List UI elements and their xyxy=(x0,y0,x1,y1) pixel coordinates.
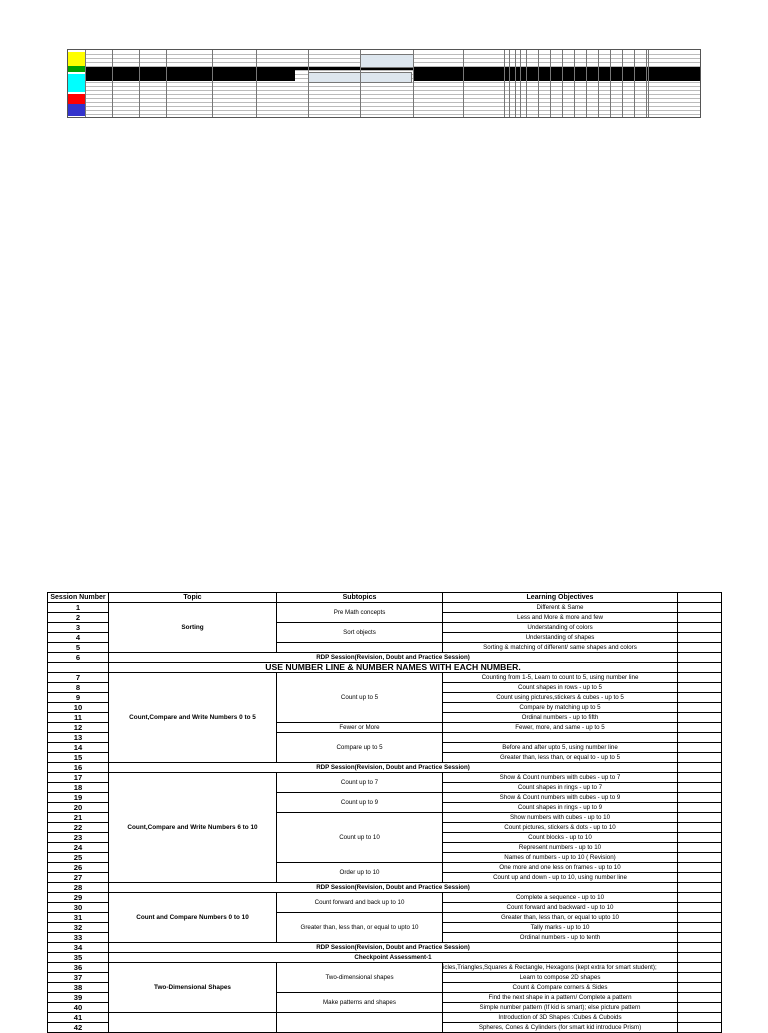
objective-cell: Ordinal numbers - up to fifth xyxy=(443,713,678,723)
blank-cell xyxy=(678,873,722,883)
rdp-session-cell: RDP Session(Revision, Doubt and Practice Session) xyxy=(109,653,678,663)
blank-cell xyxy=(678,603,722,613)
blank-cell xyxy=(678,1003,722,1013)
objective-cell: Counting from 1-5, Learn to count to 5, using number line xyxy=(443,673,678,683)
session-number: 25 xyxy=(48,853,109,863)
blank-cell xyxy=(678,1023,722,1033)
objective-cell: Different & Same xyxy=(443,603,678,613)
session-number: 28 xyxy=(48,883,109,893)
session-number: 6 xyxy=(48,653,109,663)
thumbnail-column-line xyxy=(622,50,623,117)
session-number: 8 xyxy=(48,683,109,693)
session-number: 23 xyxy=(48,833,109,843)
topic-cell: Count,Compare and Write Numbers 6 to 10 xyxy=(109,773,277,883)
session-number: 42 xyxy=(48,1023,109,1033)
objective-cell: Ordinal numbers - up to tenth xyxy=(443,933,678,943)
table-row xyxy=(48,773,722,783)
blank-cell xyxy=(678,783,722,793)
thumbnail-row-line xyxy=(85,114,700,115)
blank-cell xyxy=(678,683,722,693)
subtopic-cell: Count up to 9 xyxy=(277,793,443,813)
blank-cell xyxy=(678,993,722,1003)
topic-cell xyxy=(109,1013,277,1033)
objective-cell: Show & Count numbers with cubes - up to 9 xyxy=(443,793,678,803)
blank-cell xyxy=(678,653,722,663)
blank-cell xyxy=(678,623,722,633)
blank-cell xyxy=(678,863,722,873)
blank-cell xyxy=(678,913,722,923)
blank-cell xyxy=(678,723,722,733)
objective-cell: Find the next shape in a pattern/ Complete a pattern xyxy=(443,993,678,1003)
objective-cell: Sorting & matching of different/ same shapes and colors xyxy=(443,643,678,653)
blank-cell xyxy=(678,733,722,743)
table-row xyxy=(48,653,722,663)
thumbnail-column-line xyxy=(646,50,647,117)
thumbnail-column-line xyxy=(308,50,309,117)
table-row xyxy=(48,883,722,893)
objective-cell: Show numbers with cubes - up to 10 xyxy=(443,813,678,823)
session-number: 21 xyxy=(48,813,109,823)
session-number: 18 xyxy=(48,783,109,793)
blank-cell xyxy=(678,1013,722,1023)
banner-row xyxy=(48,663,722,673)
thumbnail-dark-band xyxy=(413,70,700,81)
objective-cell: Understanding of colors xyxy=(443,623,678,633)
session-number: 11 xyxy=(48,713,109,723)
blank-cell xyxy=(678,793,722,803)
objective-cell: Compare by matching up to 5 xyxy=(443,703,678,713)
subtopic-cell: Count up to 7 xyxy=(277,773,443,793)
session-number: 32 xyxy=(48,923,109,933)
subtopic-cell: Pre Math concepts xyxy=(277,603,443,623)
subtopic-cell: Make patterns and shapes xyxy=(277,993,443,1013)
objective-cell xyxy=(443,733,678,743)
objective-cell: Before and after upto 5, using number line xyxy=(443,743,678,753)
thumbnail-color-strip xyxy=(68,104,85,116)
subtopic-cell: Count up to 5 xyxy=(277,673,443,723)
objective-cell: Count shapes in rings - up to 9 xyxy=(443,803,678,813)
blank-cell xyxy=(678,663,722,673)
session-number: 7 xyxy=(48,673,109,683)
thumbnail-row-line xyxy=(85,102,700,103)
thumbnail-color-strip xyxy=(68,94,85,104)
blank-cell xyxy=(678,703,722,713)
thumbnail-column-line xyxy=(166,50,167,117)
session-number: 26 xyxy=(48,863,109,873)
thumbnail-column-line xyxy=(586,50,587,117)
blank-cell xyxy=(678,713,722,723)
session-number: 24 xyxy=(48,843,109,853)
session-number: 9 xyxy=(48,693,109,703)
session-number: 30 xyxy=(48,903,109,913)
session-number: 29 xyxy=(48,893,109,903)
topic-cell: Sorting xyxy=(109,603,277,653)
objective-cell: Tally marks - up to 10 xyxy=(443,923,678,933)
session-number: 40 xyxy=(48,1003,109,1013)
thumbnail-column-line xyxy=(504,50,505,117)
objective-cell: Count shapes in rings - up to 7 xyxy=(443,783,678,793)
table-row xyxy=(48,673,722,683)
rdp-session-cell: RDP Session(Revision, Doubt and Practice Session) xyxy=(109,763,678,773)
thumbnail-row-line xyxy=(85,94,700,95)
objective-cell: Names of numbers - up to 10 ( Revision) xyxy=(443,853,678,863)
topic-cell: Two-Dimensional Shapes xyxy=(109,963,277,1013)
table-row xyxy=(48,963,722,973)
thumbnail-column-line xyxy=(85,50,86,117)
session-number: 13 xyxy=(48,733,109,743)
thumbnail-column-line xyxy=(538,50,539,117)
blank-cell xyxy=(678,833,722,843)
thumbnail-dark-band xyxy=(85,70,295,81)
session-number: 5 xyxy=(48,643,109,653)
session-number: 14 xyxy=(48,743,109,753)
number-line-banner: USE NUMBER LINE & NUMBER NAMES WITH EACH NUMBER. xyxy=(109,663,678,673)
session-number: 20 xyxy=(48,803,109,813)
blank-cell xyxy=(678,903,722,913)
objective-cell: Count up and down - up to 10, using number line xyxy=(443,873,678,883)
blank-cell xyxy=(678,823,722,833)
table-row xyxy=(48,763,722,773)
blank-cell xyxy=(678,883,722,893)
table-header-row xyxy=(48,593,722,603)
session-plan-table xyxy=(47,592,722,1033)
objective-cell: Introduction of 3D Shapes :Cubes & Cuboids xyxy=(443,1013,678,1023)
blank-cell xyxy=(678,773,722,783)
subtopic-cell xyxy=(277,1013,443,1033)
table-row xyxy=(48,953,722,963)
thumbnail-column-line xyxy=(648,50,649,117)
subtopic-cell: Order up to 10 xyxy=(277,863,443,883)
thumbnail-column-line xyxy=(139,50,140,117)
objective-cell: Simple number pattern (If kid is smart); else picture pattern xyxy=(443,1003,678,1013)
thumbnail-row-line xyxy=(85,106,700,107)
thumbnail-row-line xyxy=(85,98,700,99)
rdp-session-cell: RDP Session(Revision, Doubt and Practice Session) xyxy=(109,883,678,893)
blank-cell xyxy=(48,663,109,673)
thumbnail-column-line xyxy=(413,50,414,117)
objective-cell: Count shapes in rows - up to 5 xyxy=(443,683,678,693)
session-number: 41 xyxy=(48,1013,109,1023)
blank-cell xyxy=(678,973,722,983)
subtopic-cell: Greater than, less than, or equal to upto 10 xyxy=(277,913,443,943)
session-number: 19 xyxy=(48,793,109,803)
objective-cell: Learn to compose 2D shapes xyxy=(443,973,678,983)
blank-cell xyxy=(678,933,722,943)
blank-cell xyxy=(678,953,722,963)
objective-cell: Count & Compare corners & Sides xyxy=(443,983,678,993)
session-number: 16 xyxy=(48,763,109,773)
thumbnail-row-line xyxy=(85,110,700,111)
objective-cell: Understanding of shapes xyxy=(443,633,678,643)
session-number: 1 xyxy=(48,603,109,613)
subtopic-cell: Sort objects xyxy=(277,623,443,643)
objective-cell: icles,Triangles,Squares & Rectangle, Hexagons (kept extra for smart student); xyxy=(443,963,678,973)
blank-cell xyxy=(678,753,722,763)
blank-cell xyxy=(678,923,722,933)
blank-cell xyxy=(678,893,722,903)
session-number: 4 xyxy=(48,633,109,643)
blank-cell xyxy=(678,983,722,993)
thumbnail-column-line xyxy=(515,50,516,117)
thumbnail-row-line xyxy=(85,90,700,91)
blank-cell xyxy=(678,803,722,813)
objective-cell: Show & Count numbers with cubes - up to 7 xyxy=(443,773,678,783)
table-row xyxy=(48,603,722,613)
header-blank xyxy=(678,593,722,603)
blank-cell xyxy=(678,613,722,623)
objective-cell: Fewer, more, and same - up to 5 xyxy=(443,723,678,733)
thumbnail-column-line xyxy=(526,50,527,117)
session-number: 38 xyxy=(48,983,109,993)
blank-cell xyxy=(678,743,722,753)
session-number: 31 xyxy=(48,913,109,923)
table-row xyxy=(48,943,722,953)
session-number: 27 xyxy=(48,873,109,883)
thumbnail-highlight-box xyxy=(360,54,414,68)
header-learning-objectives: Learning Objectives xyxy=(443,593,678,603)
session-number: 36 xyxy=(48,963,109,973)
thumbnail-column-line xyxy=(520,50,521,117)
subtopic-cell: Compare up to 5 xyxy=(277,733,443,763)
thumbnail-column-line xyxy=(550,50,551,117)
thumbnail-color-strip xyxy=(68,74,85,92)
objective-cell: Represent numbers - up to 10 xyxy=(443,843,678,853)
session-number: 3 xyxy=(48,623,109,633)
session-number: 22 xyxy=(48,823,109,833)
blank-cell xyxy=(678,643,722,653)
blank-cell xyxy=(678,963,722,973)
thumbnail-row-line xyxy=(85,86,700,87)
session-number: 15 xyxy=(48,753,109,763)
blank-cell xyxy=(678,813,722,823)
objective-cell: Greater than, less than, or equal to upto 10 xyxy=(443,913,678,923)
objective-cell: Greater than, less than, or equal to - up to 5 xyxy=(443,753,678,763)
spreadsheet-thumbnail xyxy=(67,49,701,118)
objective-cell: Count using pictures,stickers & cubes - up to 5 xyxy=(443,693,678,703)
subtopic-cell: Count forward and back up to 10 xyxy=(277,893,443,913)
table-row xyxy=(48,1013,722,1023)
thumbnail-column-line xyxy=(509,50,510,117)
thumbnail-column-line xyxy=(212,50,213,117)
checkpoint-assessment-cell: Checkpoint Assessment-1 xyxy=(109,953,678,963)
objective-cell: Less and More & more and few xyxy=(443,613,678,623)
topic-cell: Count,Compare and Write Numbers 0 to 5 xyxy=(109,673,277,763)
blank-cell xyxy=(678,673,722,683)
header-topic: Topic xyxy=(109,593,277,603)
blank-cell xyxy=(678,693,722,703)
thumbnail-color-strip xyxy=(68,52,85,66)
thumbnail-column-line xyxy=(598,50,599,117)
topic-cell: Count and Compare Numbers 0 to 10 xyxy=(109,893,277,943)
objective-cell: Spheres, Cones & Cylinders (for smart kid introduce Prism) xyxy=(443,1023,678,1033)
thumbnail-column-line xyxy=(256,50,257,117)
session-number: 33 xyxy=(48,933,109,943)
rdp-session-cell: RDP Session(Revision, Doubt and Practice Session) xyxy=(109,943,678,953)
session-number: 12 xyxy=(48,723,109,733)
thumbnail-column-line xyxy=(112,50,113,117)
blank-cell xyxy=(678,843,722,853)
objective-cell: Complete a sequence - up to 10 xyxy=(443,893,678,903)
thumbnail-column-line xyxy=(574,50,575,117)
session-number: 10 xyxy=(48,703,109,713)
objective-cell: Count pictures, stickers & dots - up to 10 xyxy=(443,823,678,833)
objective-cell: One more and one less on frames - up to 10 xyxy=(443,863,678,873)
blank-cell xyxy=(678,943,722,953)
session-number: 35 xyxy=(48,953,109,963)
session-number: 37 xyxy=(48,973,109,983)
session-number: 34 xyxy=(48,943,109,953)
objective-cell: Count forward and backward - up to 10 xyxy=(443,903,678,913)
subtopic-cell: Count up to 10 xyxy=(277,813,443,863)
thumbnail-column-line xyxy=(634,50,635,117)
blank-cell xyxy=(678,633,722,643)
subtopic-cell: Two-dimensional shapes xyxy=(277,963,443,993)
header-session-number: Session Number xyxy=(48,593,109,603)
subtopic-cell: Fewer or More xyxy=(277,723,443,733)
blank-cell xyxy=(678,853,722,863)
table-row xyxy=(48,893,722,903)
session-number: 39 xyxy=(48,993,109,1003)
thumbnail-column-line xyxy=(360,50,361,117)
objective-cell: Count blocks - up to 10 xyxy=(443,833,678,843)
thumbnail-column-line xyxy=(562,50,563,117)
subtopic-cell xyxy=(277,643,443,653)
header-subtopics: Subtopics xyxy=(277,593,443,603)
thumbnail-column-line xyxy=(463,50,464,117)
thumbnail-column-line xyxy=(610,50,611,117)
blank-cell xyxy=(678,763,722,773)
thumbnail-color-strip xyxy=(68,66,85,72)
session-number: 2 xyxy=(48,613,109,623)
session-number: 17 xyxy=(48,773,109,783)
